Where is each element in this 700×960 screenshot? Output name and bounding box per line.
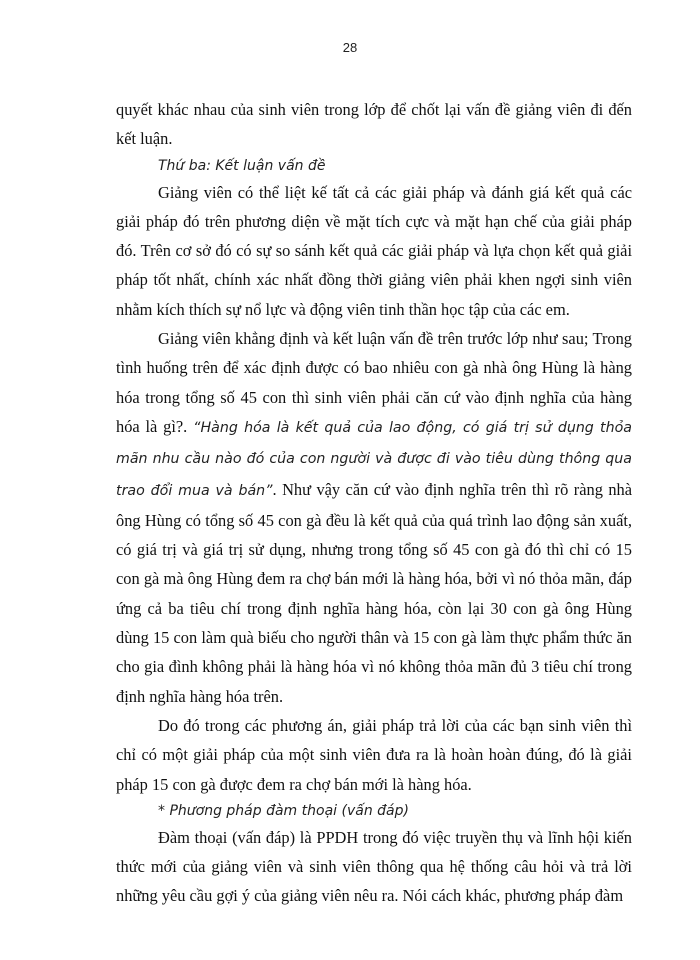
paragraph-text: . Như vậy căn cứ vào định nghĩa trên thì rõ ràng nhà ông Hùng có tổng số 45 con gà đều là kết quả của quá trình lao động sản xuất, có giá trị và giá trị sử dụng, nhưng trong tổng số 45 con gà đó thì chỉ có 15 con gà mà ông Hùng đem ra chợ bán mới là hàng hóa, bởi vì nó thỏa mãn, đáp ứng cả ba tiêu chí trong định nghĩa hàng hóa, còn lại 30 con gà ông Hùng dùng 15 con làm quà biếu cho người thân và 15 con gà làm thực phẩm thức ăn cho gia đình không phải là hàng hóa vì nó không thỏa mãn đủ 3 tiêu chí trong định nghĩa hàng hóa trên. bbox=[116, 479, 633, 706]
subheading-third-conclusion: Thứ ba: Kết luận vấn đề bbox=[158, 157, 326, 174]
page-number: 28 bbox=[342, 40, 358, 55]
paragraph-dialogue-definition: Đàm thoại (vấn đáp) là PPDH trong đó việc truyền thụ và lĩnh hội kiến thức mới của giảng viên và sinh viên thông qua hệ thống câu hỏi và trả lời những yêu cầu gợi ý của giảng viên nêu ra. Nói cách khác, phương pháp đàm bbox=[116, 827, 632, 906]
document-body bbox=[116, 95, 632, 911]
paragraph-correct-solution: Do đó trong các phương án, giải pháp trả lời của các bạn sinh viên thì chỉ có một giải pháp của một sinh viên đưa ra là hoàn hoàn đúng, đó là giải pháp 15 con gà được đem ra chợ bán mới là hàng hóa. bbox=[116, 715, 632, 794]
commodity-definition-quote: “Hàng hóa là kết quả của lao động, có giá trị sử dụng thỏa mãn nhu cầu nào đó của con người và được đi vào tiêu dùng thông qua trao đổi mua và bán” bbox=[116, 419, 632, 499]
paragraph-solutions-evaluation: Giảng viên có thể liệt kế tất cả các giải pháp và đánh giá kết quả các giải pháp đó trên phương diện về mặt tích cực và mặt hạn chế của giải pháp đó. Trên cơ sở đó có sự so sánh kết quả các giải pháp và lựa chọn kết quả giải pháp tốt nhất, chính xác nhất đồng thời giảng viên phải khen ngợi sinh viên nhằm kích thích sự nổ lực và động viên tinh thần học tập của các em. bbox=[116, 182, 632, 319]
paragraph-lecturer-conclusion bbox=[116, 324, 632, 711]
paragraph-continuation: quyết khác nhau của sinh viên trong lớp để chốt lại vấn đề giảng viên đi đến kết luận. bbox=[116, 100, 632, 149]
subheading-dialogue-method: * Phương pháp đàm thoại (vấn đáp) bbox=[158, 802, 409, 819]
paragraph-text: Giảng viên khẳng định và kết luận vấn đề trên trước lớp như sau; Trong tình huống trên để xác định được có bao nhiêu con gà nhà ông Hùng là hàng hóa trong tổng số 45 con thì sinh viên phải căn cứ vào định nghĩa của hàng hóa là gì?. bbox=[116, 329, 632, 436]
